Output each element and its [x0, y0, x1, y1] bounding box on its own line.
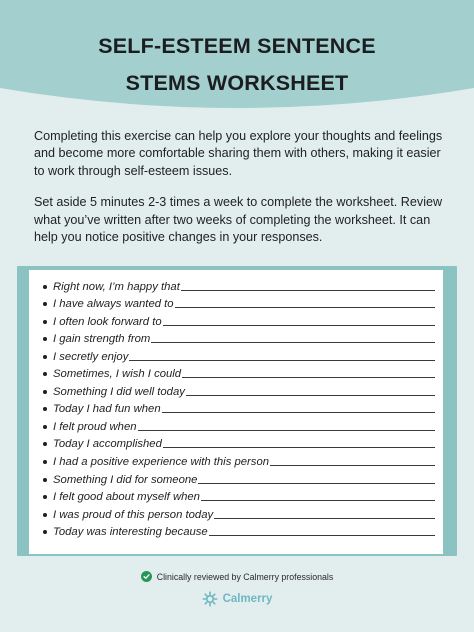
sentence-stem: [43, 311, 435, 329]
sentence-stem: [43, 329, 435, 347]
stem-text: Something I did well today: [53, 385, 185, 398]
answer-line[interactable]: [186, 394, 435, 396]
sentence-stem: [43, 416, 435, 434]
stem-text: I often look forward to: [53, 315, 162, 328]
bullet-icon: [43, 302, 47, 306]
sentence-stem: [43, 364, 435, 382]
worksheet-sheet: [29, 270, 443, 554]
brand-name: Calmerry: [222, 593, 273, 605]
stem-text: I felt proud when: [53, 420, 137, 433]
bullet-icon: [43, 513, 47, 517]
title-line-1: SELF-ESTEEM SENTENCE: [98, 34, 376, 58]
answer-line[interactable]: [163, 324, 435, 326]
answer-line[interactable]: [151, 341, 435, 343]
intro-paragraph-1: Completing this exercise can help you explore your thoughts and feelings and become more comfortable sharing them with others, making it easier to work through self-esteem issues.: [34, 129, 443, 178]
intro-paragraph-2: Set aside 5 minutes 2-3 times a week to complete the worksheet. Review what you’ve written after two weeks of completing the worksheet. It can help you notice positive changes in your responses.: [34, 195, 443, 245]
stem-text: Today I had fun when: [53, 403, 161, 416]
bullet-icon: [43, 407, 47, 411]
stem-text: Something I did for someone: [53, 473, 198, 486]
sentence-stem: [43, 346, 435, 364]
sentence-stem: [43, 469, 435, 487]
header-band: [0, 0, 474, 112]
sentence-stem-list: [43, 276, 435, 539]
sentence-stem: [43, 487, 435, 505]
bullet-icon: [43, 495, 47, 499]
sentence-stem: [43, 504, 435, 522]
sentence-stem: [43, 399, 435, 417]
answer-line[interactable]: [182, 376, 435, 378]
answer-line[interactable]: [175, 306, 435, 308]
answer-line[interactable]: [201, 499, 435, 501]
answer-line[interactable]: [138, 429, 435, 431]
title-line-2: STEMS WORKSHEET: [125, 71, 349, 95]
answer-line[interactable]: [209, 534, 435, 536]
gear-flower-icon: [202, 591, 218, 607]
stem-text: I had a positive experience with this person: [53, 456, 270, 469]
sentence-stem: [43, 381, 435, 399]
stem-text: Sometimes, I wish I could: [53, 368, 182, 381]
bullet-icon: [43, 478, 47, 482]
stem-text: I have always wanted to: [53, 298, 174, 311]
stem-text: I gain strength from: [53, 333, 151, 346]
answer-line[interactable]: [198, 482, 435, 484]
stem-text: I felt good about myself when: [53, 491, 200, 504]
sentence-stem: [43, 522, 435, 540]
brand-logo: [0, 591, 474, 607]
answer-line[interactable]: [163, 446, 435, 448]
sentence-stem: [43, 434, 435, 452]
stem-text: Today I accomplished: [53, 438, 162, 451]
bullet-icon: [43, 355, 47, 359]
bullet-icon: [43, 285, 47, 289]
bullet-icon: [43, 425, 47, 429]
stem-text: I was proud of this person today: [53, 508, 214, 521]
bullet-icon: [43, 337, 47, 341]
sentence-stem: [43, 276, 435, 294]
review-text: Clinically reviewed by Calmerry professionals: [156, 571, 334, 582]
bullet-icon: [43, 530, 47, 534]
bullet-icon: [43, 372, 47, 376]
bullet-icon: [43, 390, 47, 394]
bullet-icon: [43, 460, 47, 464]
answer-line[interactable]: [129, 359, 435, 361]
stem-text: Today was interesting because: [53, 526, 208, 539]
page-title: [0, 28, 474, 102]
answer-line[interactable]: [162, 411, 435, 413]
answer-line[interactable]: [270, 464, 435, 466]
answer-line[interactable]: [181, 289, 435, 291]
clinical-review-note: [0, 571, 474, 582]
intro-text: [34, 128, 444, 260]
stem-text: I secretly enjoy: [53, 350, 129, 363]
bullet-icon: [43, 320, 47, 324]
sentence-stem: [43, 294, 435, 312]
stem-text: Right now, I’m happy that: [53, 280, 180, 293]
answer-line[interactable]: [214, 517, 435, 519]
check-circle-icon: [141, 571, 152, 582]
sentence-stem: [43, 451, 435, 469]
bullet-icon: [43, 442, 47, 446]
